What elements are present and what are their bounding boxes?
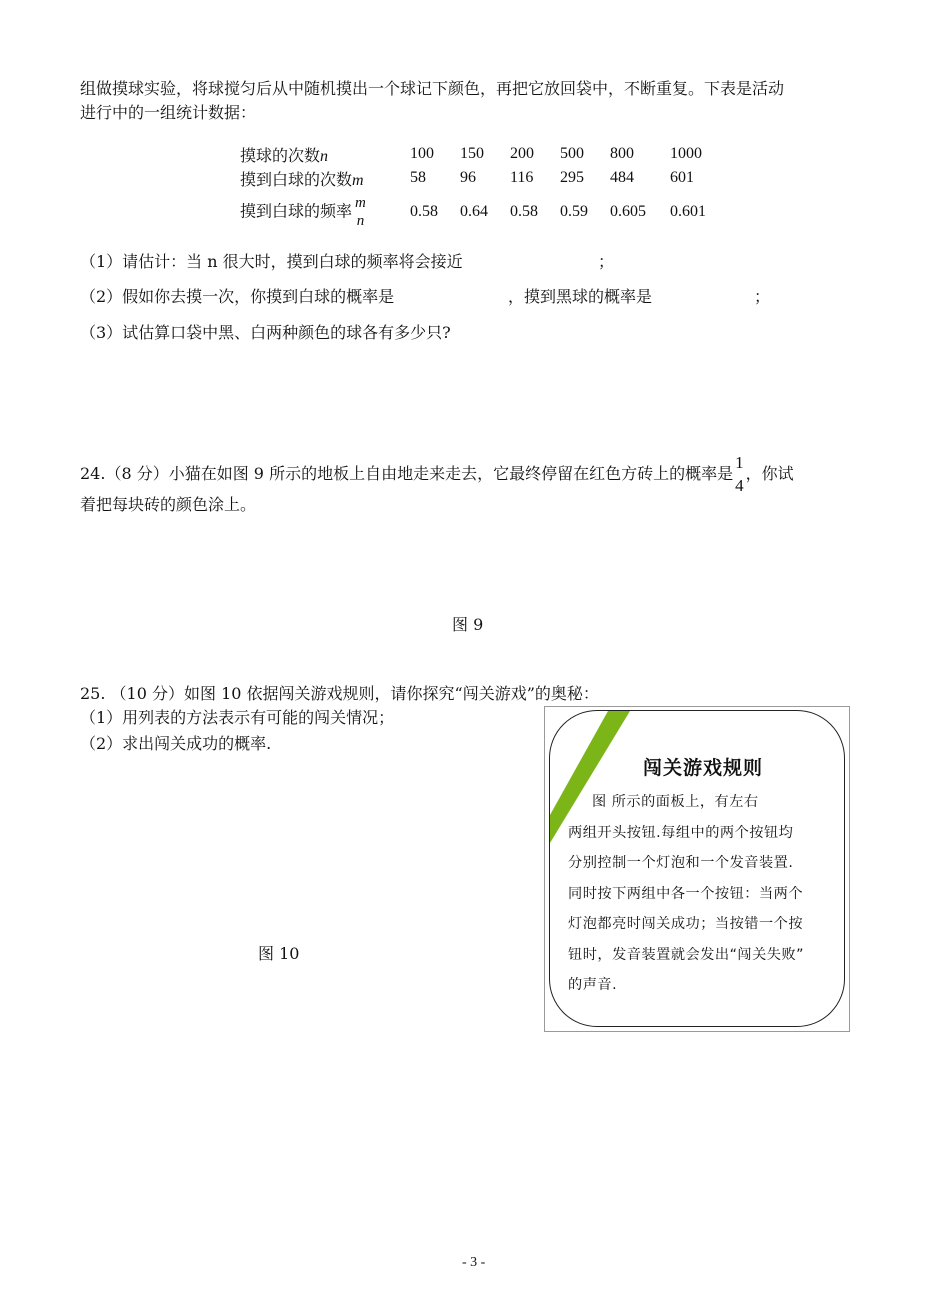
table-cell: 0.58 [510,203,538,220]
q24-text: 24.（8 分）小猫在如图 9 所示的地板上自由地走来走去，它最终停留在红色方砖上的概率是 $\frac{1}{4}$ ，你试 [80,453,794,495]
fraction-m-over-n: m n [355,195,366,229]
table-cell: 601 [670,169,694,186]
table-cell: 0.59 [560,203,588,220]
table-cell: 0.601 [670,203,706,220]
q23-part-2-end: ； [754,287,771,306]
table-cell: 116 [510,169,534,186]
table-cell: 150 [460,145,484,162]
intro-line-2: 进行中的一组统计数据： [80,103,257,122]
q24-line-2: 着把每块砖的颜色涂上。 [80,495,257,514]
table-cell: 484 [610,169,634,186]
table-row-frequency [240,190,730,234]
rules-body [568,787,845,1001]
rules-line: 图 所示的面板上，有左右 [592,794,759,810]
page-number: - 3 - [462,1255,486,1270]
q23-part-1: （1）请估计：当 n 很大时，摸到白球的频率将会接近 [80,252,463,271]
rules-title: 闯关游戏规则 [643,757,764,779]
game-rules-card [544,706,850,1032]
table-cell: 295 [560,169,584,186]
table-cell: 96 [460,169,476,186]
figure-9-caption: 图 9 [452,615,484,634]
table-cell: 0.58 [410,203,438,220]
intro-line-1: 组做摸球实验，将球搅匀后从中随机摸出一个球记下颜色，再把它放回袋中，不断重复。下表是活动 [80,79,785,98]
q25-part-2: （2）求出闯关成功的概率. [80,734,272,753]
table-row-white [240,166,730,190]
q23-part-2-b: ，摸到黑球的概率是 [508,287,653,306]
table-cell: 100 [410,145,434,162]
q23-part-3: （3）试估算口袋中黑、白两种颜色的球各有多少只? [80,323,451,342]
rules-line: 同时按下两组中各一个按钮：当两个 [568,885,804,902]
rules-line: 灯泡都亮时闯关成功；当按错一个按 [568,916,804,932]
rules-rounded-panel [549,710,845,1027]
figure-10-caption: 图 10 [258,944,300,963]
table-cell: 58 [410,169,426,186]
rules-line: 的声音. [568,977,618,993]
rules-line: 两组开头按钮.每组中的两个按钮均 [568,824,794,841]
q25-title: 25. （10 分）如图 10 依据闯关游戏规则，请你探究“闯关游戏”的奥秘： [80,684,599,703]
table-cell: 1000 [670,145,702,162]
table-row-draws [240,142,730,166]
q23-part-1-end: ； [598,252,615,271]
rules-line: 钮时，发音装置就会发出“闯关失败” [568,946,805,963]
table-cell: 0.64 [460,203,488,220]
table-cell: 500 [560,145,584,162]
q23-part-2-a: （2）假如你去摸一次，你摸到白球的概率是 [80,287,395,306]
row-label-frequency: 摸到白球的频率 m n [240,195,366,229]
q25-part-1: （1）用列表的方法表示有可能的闯关情况； [80,708,395,727]
row-label-draws: 摸球的次数n [240,145,329,165]
statistics-table [240,142,730,234]
fraction-one-quarter: $\frac{1}{4}$ [735,453,744,495]
table-cell: 0.605 [610,203,646,220]
table-cell: 200 [510,145,534,162]
rules-line: 分别控制一个灯泡和一个发音装置. [568,855,794,871]
row-label-white: 摸到白球的次数m [240,169,364,189]
table-cell: 800 [610,145,634,162]
